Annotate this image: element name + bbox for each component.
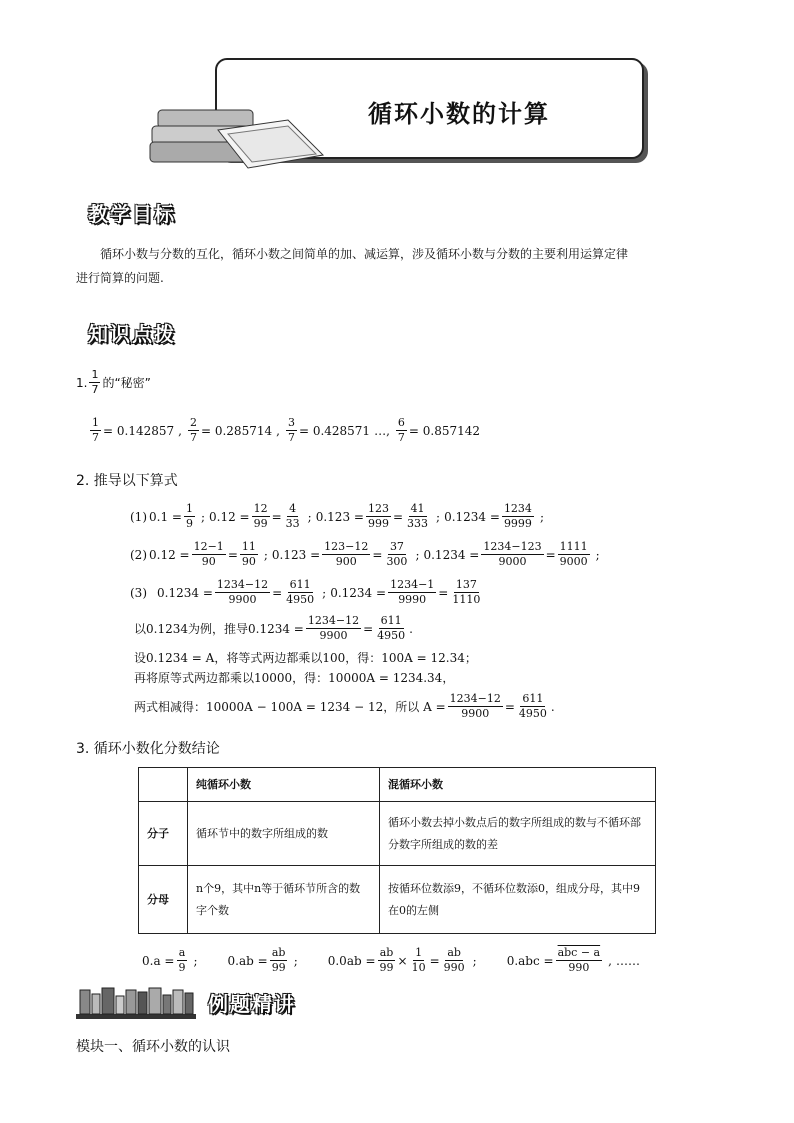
formula-row: 0.a = $\frac{a}{9}$ ; 0.ab = $\frac{ab}{99}$ ; 0.0ab = $\frac{ab}{99}$ × $\frac{1}{10}$ = $\frac{ab}{990}$ ; 0.abc = $\frac{\text{abc − a}}{990}$ , …… [142, 946, 640, 974]
table-row-label-numerator: 分子 [139, 802, 188, 866]
seventh-value: 0.428571 [312, 423, 371, 438]
table-header-mixed: 混循环小数 [380, 768, 656, 802]
derivation-row-1: (1) 0.1 = $\frac{1}{9}$ ; 0.12 = $\frac{12}{99}$ = $\frac{4}{33}$ ; 0.123 = $\frac{123}{999}$ = $\frac{41}{333}$ ; 0.1234 = $\frac{1234}{9999}$ ; [130, 502, 544, 530]
section-knowledge: 知识点拨 [88, 322, 176, 346]
books-icon [148, 100, 328, 170]
goals-text-2: 进行简算的问题. [76, 271, 164, 285]
table-cell: 循环节中的数字所组成的数 [188, 802, 380, 866]
seventh-value: 0.857142 [422, 423, 481, 438]
derivation-row-3: (3) 0.1234 = $\frac{1234-12}{9900}$ = $\frac{611}{4950}$ ; 0.1234 = $\frac{1234-1}{9990}$ = $\frac{137}{1110}$ [130, 578, 481, 606]
goals-text-1: 循环小数与分数的互化，循环小数之间简单的加、减运算，涉及循环小数与分数的主要利用运算定律 [100, 247, 629, 261]
derivation-line-4: 两式相减得：10000A − 100A = 1234 − 12，所以 A = $\frac{1234-12}{9900}$ = $\frac{611}{4950}$ . [134, 692, 555, 720]
table-cell: 循环小数去掉小数点后的数字所组成的数与不循环部分数字所组成的数的差 [380, 802, 656, 866]
item1-prefix: 1. [76, 375, 88, 390]
seventh-value: 0.142857 [116, 423, 175, 438]
table-row-label-denominator: 分母 [139, 866, 188, 934]
bookshelf-icon [76, 986, 196, 1020]
derivation-line-2: 设0.1234 = A，将等式两边都乘以100，得：100A = 12.34； [134, 651, 477, 665]
section-examples: 例题精讲 [208, 992, 296, 1016]
derivation-line-1: 以0.1234为例，推导0.1234 = $\frac{1234-12}{9900}$ = $\frac{611}{4950}$ . [134, 614, 413, 642]
table-cell: n个9，其中n等于循环节所含的数字个数 [188, 866, 380, 934]
item3-heading: 3. 循环小数化分数结论 [76, 741, 220, 757]
page-title: 循环小数的计算 [368, 100, 550, 128]
conclusion-table [138, 767, 656, 934]
item1-fraction: $\frac{1}{7}$ [91, 368, 99, 396]
item1-suffix: 的“秘密” [102, 376, 151, 390]
module-1-heading: 模块一、循环小数的认识 [76, 1039, 230, 1055]
derivation-line-3: 再将原等式两边都乘以10000，得：10000A = 1234.34， [134, 671, 455, 685]
seventh-value: 0.285714 [214, 423, 273, 438]
sevenths-row: $\frac{1}{7}$ = 0.142857 , $\frac{2}{7}$ = 0.285714 , $\frac{3}{7}$ = 0.428571 …, $\frac{6}{7}$ = 0.857142 [92, 416, 481, 444]
item2-heading: 2. 推导以下算式 [76, 473, 178, 489]
table-cell: 按循环位数添9，不循环位数添0，组成分母，其中9在0的左侧 [380, 866, 656, 934]
item1-heading [76, 368, 151, 397]
table-header-pure: 纯循环小数 [188, 768, 380, 802]
derivation-row-2: (2) 0.12 = $\frac{12-1}{90}$ = $\frac{11}{90}$ ; 0.123 = $\frac{123-12}{900}$ = $\frac{37}{300}$ ; 0.1234 = $\frac{1234-123}{9000}$ = $\frac{1111}{9000}$ ; [130, 540, 600, 568]
section-goals: 教学目标 [88, 202, 176, 226]
